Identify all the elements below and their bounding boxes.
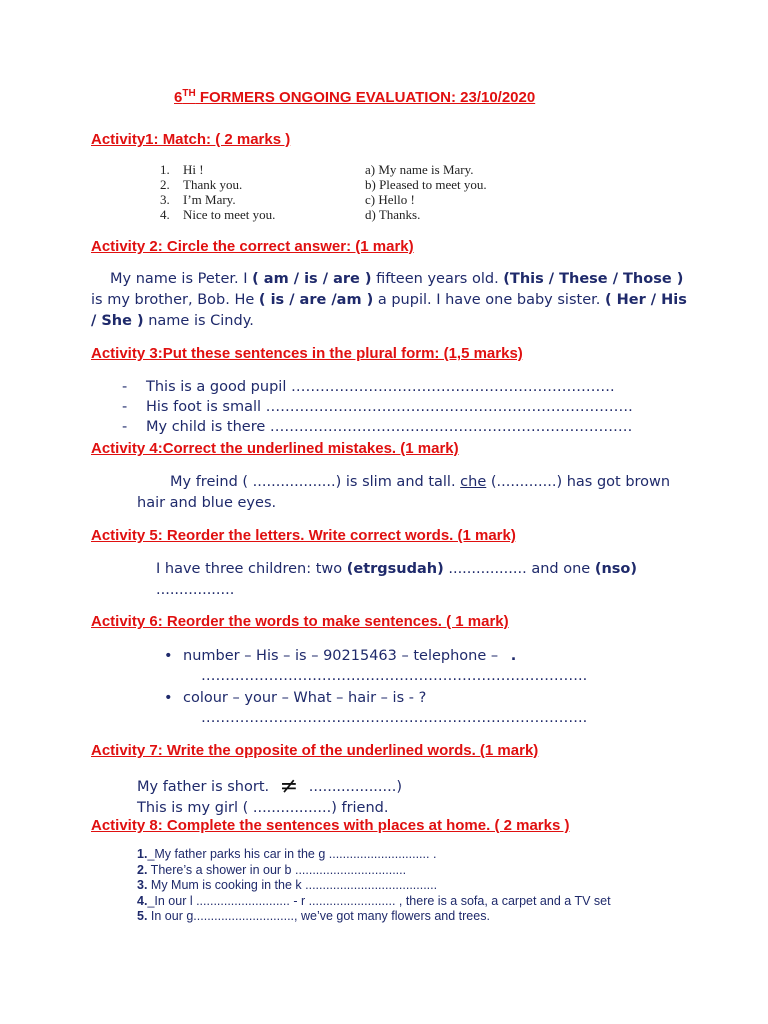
bullet: • bbox=[164, 690, 173, 706]
dash: - bbox=[122, 379, 128, 395]
item-text: His foot is small …………………………………………………………………. bbox=[146, 399, 633, 415]
paragraph-line bbox=[156, 559, 676, 580]
activity5-heading: Activity 5: Reorder the letters. Write correct words. (1 mark) bbox=[91, 527, 516, 544]
title-prefix: 6 bbox=[174, 89, 183, 106]
choice: ( am / is / are ) bbox=[252, 271, 372, 287]
text: is my brother, Bob. He bbox=[91, 292, 259, 308]
text: name is Cindy. bbox=[143, 313, 254, 329]
item-text: colour – your – What – hair – is - ? bbox=[183, 690, 427, 706]
item-text: Nice to meet you. bbox=[183, 207, 276, 222]
item-text: This is a good pupil …………………………………………………………. bbox=[146, 379, 615, 395]
scrambled-word: (etrgsudah) bbox=[346, 561, 444, 577]
list-item: d) Thanks. bbox=[365, 207, 421, 222]
text: My father is short. bbox=[137, 779, 274, 795]
list-item: a) My name is Mary. bbox=[365, 162, 474, 177]
list-item bbox=[160, 162, 275, 177]
item-text: number – His – is – 90215463 – telephone – bbox=[183, 648, 503, 664]
activity8-heading: Activity 8: Complete the sentences with places at home. ( 2 marks ) bbox=[91, 817, 570, 834]
paragraph-line: ................. bbox=[156, 582, 235, 598]
item-number: 3. bbox=[160, 192, 170, 207]
paragraph-line bbox=[137, 472, 697, 493]
choice: ( is / are /am ) bbox=[258, 292, 374, 308]
activity1-right-list bbox=[365, 162, 487, 222]
activity7-heading: Activity 7: Write the opposite of the underlined words. (1 mark) bbox=[91, 742, 539, 759]
list-item bbox=[164, 646, 516, 667]
list-item: b) Pleased to meet you. bbox=[365, 177, 487, 192]
item-number: 4. bbox=[137, 893, 148, 908]
text: My freind ( ..................) is slim and tall. bbox=[170, 474, 461, 490]
activity4-paragraph bbox=[137, 472, 697, 514]
text: My name is Peter. I bbox=[110, 271, 253, 287]
item-number: 1. bbox=[137, 847, 148, 861]
item-number: 2. bbox=[137, 862, 148, 877]
item-text: There’s a shower in our b ................................ bbox=[147, 862, 407, 877]
list-item bbox=[164, 688, 426, 709]
item-text: _My father parks his car in the g ............................. . bbox=[147, 847, 437, 861]
paragraph-line bbox=[91, 269, 691, 290]
answer-line: …………………………………………………………………….. bbox=[201, 710, 588, 726]
text: (.............) has got brown bbox=[486, 474, 671, 490]
list-item bbox=[122, 417, 632, 438]
activity3-heading: Activity 3:Put these sentences in the plural form: (1,5 marks) bbox=[91, 345, 523, 362]
list-item bbox=[137, 863, 611, 879]
page-title bbox=[174, 88, 535, 106]
title-sup: TH bbox=[182, 88, 196, 99]
list-item: c) Hello ! bbox=[365, 192, 415, 207]
activity4-heading: Activity 4:Correct the underlined mistakes. (1 mark) bbox=[91, 440, 459, 457]
list-item bbox=[122, 377, 615, 398]
dash: - bbox=[122, 419, 128, 435]
item-text: In our g............................., we’ve got many flowers and trees. bbox=[147, 909, 490, 923]
item-number: 3. bbox=[137, 878, 148, 892]
text: I have three children: two bbox=[156, 561, 347, 577]
activity8-list bbox=[137, 847, 611, 925]
text: ...................) bbox=[304, 779, 403, 795]
answer-line: …………………………………………………………………….. bbox=[201, 668, 588, 684]
list-item bbox=[137, 878, 611, 894]
item-end: . bbox=[510, 648, 517, 664]
choice: (This / These / Those ) bbox=[503, 271, 684, 287]
list-item bbox=[137, 894, 611, 910]
activity7-paragraph bbox=[137, 774, 657, 819]
text: a pupil. I have one baby sister. bbox=[373, 292, 605, 308]
paragraph-line bbox=[137, 774, 657, 798]
list-item bbox=[137, 909, 611, 925]
activity5-paragraph bbox=[156, 559, 676, 601]
list-item bbox=[122, 397, 633, 418]
item-number: 4. bbox=[160, 207, 170, 222]
item-text: Thank you. bbox=[183, 177, 243, 192]
item-text: _In our l ........................... - r ......................... , there is a sofa, a carpet and a TV set bbox=[147, 893, 611, 908]
activity1-heading: Activity1: Match: ( 2 marks ) bbox=[91, 131, 291, 148]
paragraph-line bbox=[91, 311, 691, 332]
item-number: 1. bbox=[160, 162, 170, 177]
choice: ( Her / His bbox=[604, 292, 687, 308]
item-text: My child is there ………………………………………………………………… bbox=[146, 419, 633, 435]
item-text: My Mum is cooking in the k ...................................... bbox=[147, 878, 438, 892]
activity1-left-list bbox=[160, 162, 275, 222]
list-item bbox=[160, 177, 275, 192]
paragraph-line bbox=[91, 290, 691, 311]
title-rest: FORMERS ONGOING EVALUATION: 23/10/2020 bbox=[195, 89, 536, 106]
list-item bbox=[137, 847, 611, 863]
paragraph-line: hair and blue eyes. bbox=[137, 495, 277, 511]
item-text: Hi ! bbox=[183, 162, 204, 177]
text: fifteen years old. bbox=[371, 271, 504, 287]
not-equal-icon: ≠ bbox=[279, 774, 299, 799]
item-text: I’m Mary. bbox=[183, 192, 236, 207]
underlined-word: che bbox=[460, 474, 487, 490]
scrambled-word: (nso) bbox=[594, 561, 637, 577]
activity2-heading: Activity 2: Circle the correct answer: (1 mark) bbox=[91, 238, 414, 255]
activity6-heading: Activity 6: Reorder the words to make sentences. ( 1 mark) bbox=[91, 613, 509, 630]
item-number: 5. bbox=[137, 909, 148, 923]
bullet: • bbox=[164, 648, 173, 664]
dash: - bbox=[122, 399, 128, 415]
list-item bbox=[160, 192, 275, 207]
paragraph-line: This is my girl ( .................) friend. bbox=[137, 800, 389, 816]
list-item bbox=[160, 207, 275, 222]
text: ................. and one bbox=[443, 561, 595, 577]
choice: / She ) bbox=[91, 313, 144, 329]
activity2-paragraph bbox=[91, 269, 691, 332]
item-number: 2. bbox=[160, 177, 170, 192]
